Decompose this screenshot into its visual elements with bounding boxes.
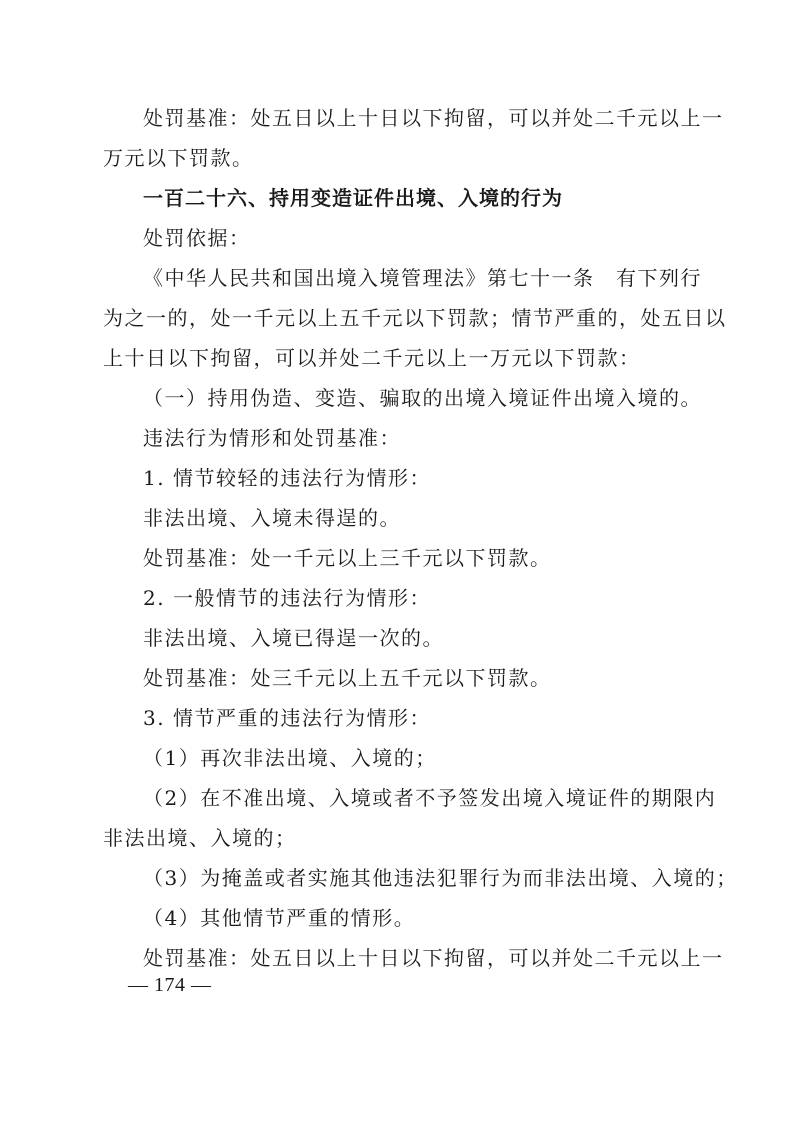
paragraph-line-penalty-standard-1-cont: 万元以下罚款。 [103,146,254,170]
paragraph-line-law-article-cont-1: 为之一的，处一千元以上五千元以下罚款；情节严重的，处五日以 [103,306,727,330]
paragraph-line-minor-circumstance: 1. 情节较轻的违法行为情形： [143,466,431,490]
paragraph-line-serious-item-2: （2）在不准出境、入境或者不予签发出境入境证件的期限内 [143,786,717,810]
paragraph-line-serious-penalty: 处罚基准：处五日以上十日以下拘留，可以并处二千元以上一 [143,946,724,970]
paragraph-line-law-article-cont-2: 上十日以下拘留，可以并处二千元以上一万元以下罚款： [103,346,641,370]
paragraph-line-serious-item-3: （3）为掩盖或者实施其他违法犯罪行为而非法出境、入境的； [143,866,738,890]
paragraph-line-serious-item-2-cont: 非法出境、入境的； [103,826,297,850]
section-heading-126: 一百二十六、持用变造证件出境、入境的行为 [143,186,563,210]
paragraph-line-serious-item-1: （1）再次非法出境、入境的； [143,746,437,770]
paragraph-line-penalty-standard-1: 处罚基准：处五日以上十日以下拘留，可以并处二千元以上一 [143,106,724,130]
paragraph-line-law-article: 《中华人民共和国出境入境管理法》第七十一条 有下列行 [143,266,702,290]
paragraph-line-general-detail: 非法出境、入境已得逞一次的。 [143,626,444,650]
paragraph-line-minor-detail: 非法出境、入境未得逞的。 [143,506,401,530]
page-number: — 174 — [128,974,212,996]
paragraph-line-serious-item-4: （4）其他情节严重的情形。 [143,906,416,930]
paragraph-line-general-penalty: 处罚基准：处三千元以上五千元以下罚款。 [143,666,552,690]
paragraph-line-minor-penalty: 处罚基准：处一千元以上三千元以下罚款。 [143,546,552,570]
paragraph-line-serious-circumstance: 3. 情节严重的违法行为情形： [143,706,431,730]
paragraph-line-law-item-1: （一）持用伪造、变造、骗取的出境入境证件出境入境的。 [143,386,702,410]
paragraph-line-basis-label: 处罚依据： [143,226,251,250]
paragraph-line-circumstances-label: 违法行为情形和处罚基准： [143,426,401,450]
paragraph-line-general-circumstance: 2. 一般情节的违法行为情形： [143,586,431,610]
